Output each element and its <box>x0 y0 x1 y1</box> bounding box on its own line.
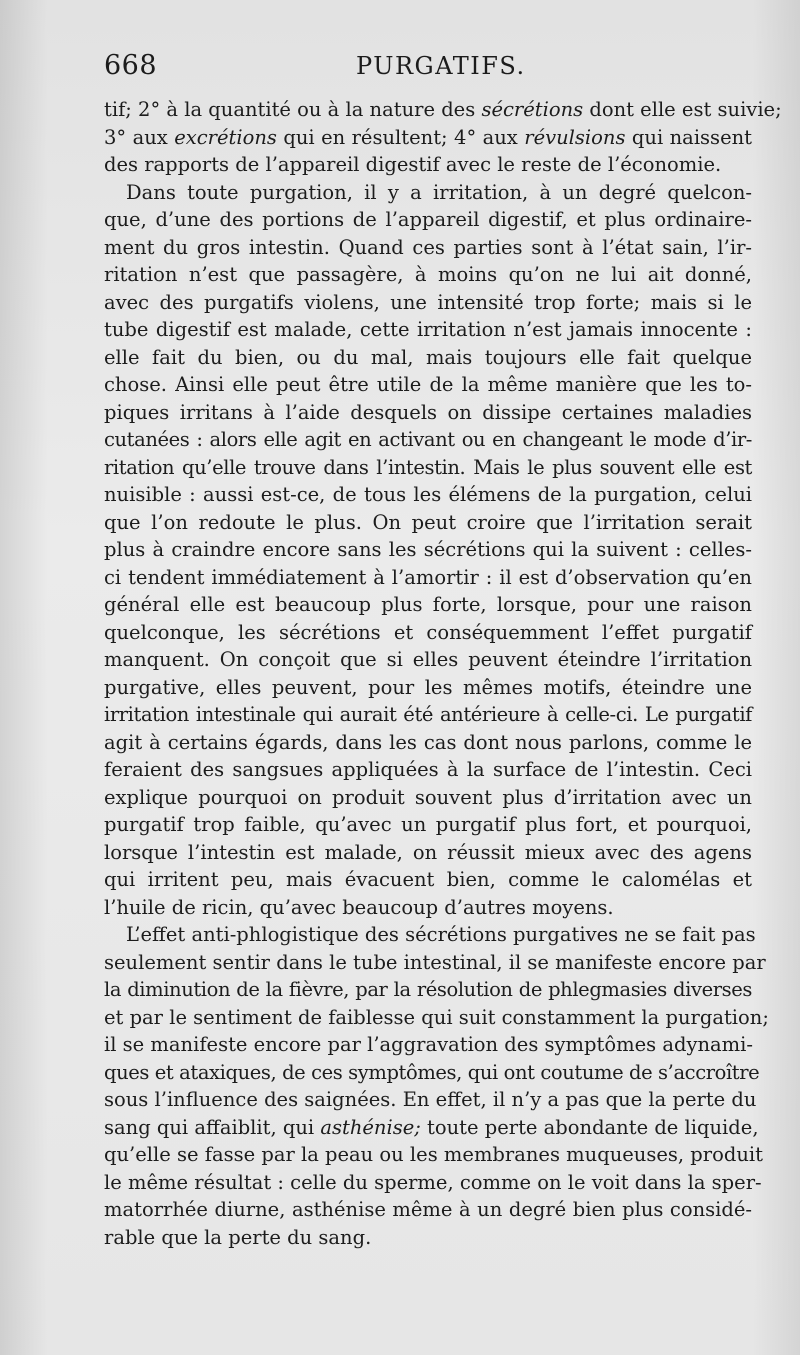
text-run: le même résultat : celle du sperme, comme on le voit dans la sper- <box>104 1170 762 1194</box>
text-line <box>104 1031 752 1059</box>
text-line <box>104 894 752 922</box>
text-line <box>104 344 752 372</box>
text-line <box>104 179 752 207</box>
text-line <box>104 619 752 647</box>
text-line <box>104 371 752 399</box>
italic-term: révulsions <box>524 125 626 149</box>
text-run: piques irritans à l’aide desquels on dissipe certaines maladies <box>104 400 752 424</box>
text-line <box>104 234 752 262</box>
text-run: ci tendent immédiatement à l’amortir : il est d’observation qu’en <box>104 565 752 589</box>
body-text <box>104 96 782 1251</box>
page-header <box>104 50 752 90</box>
text-line <box>104 1141 763 1169</box>
text-line <box>104 1086 757 1114</box>
text-run: qui irritent peu, mais évacuent bien, comme le calomélas et <box>104 868 752 891</box>
text-line <box>104 866 752 894</box>
text-run: sang qui affaiblit, qui <box>104 1115 321 1139</box>
text-run: plus à craindre encore sans les sécrétions qui la suivent : celles- <box>104 538 752 561</box>
text-line <box>104 316 752 344</box>
italic-term: asthénise; <box>320 1115 421 1139</box>
text-line <box>104 976 752 1004</box>
text-line <box>104 124 752 152</box>
text-line <box>104 811 752 839</box>
text-run: ritation n’est que passagère, à moins qu’on ne lui ait donné, <box>104 263 752 286</box>
text-line <box>104 426 752 454</box>
text-run: agit à certains égards, dans les cas dont nous parlons, comme le <box>104 730 752 754</box>
text-run: général elle est beaucoup plus forte, lorsque, pour une raison <box>104 593 752 616</box>
text-line <box>104 729 752 757</box>
text-run: quelconque, les sécrétions et conséquemment l’effet purgatif <box>104 620 752 644</box>
text-run: tif; 2° à la quantité ou à la nature des <box>104 98 482 121</box>
text-run: seulement sentir dans le tube intestinal, il se manifeste encore par <box>104 950 766 974</box>
italic-term: sécrétions <box>481 98 584 121</box>
text-run: toute perte abondante de liquide, <box>420 1115 759 1139</box>
text-run: que l’on redoute le plus. On peut croire que l’irritation serait <box>104 510 752 534</box>
text-run: 3° aux <box>104 125 175 149</box>
text-line <box>104 756 752 784</box>
text-run: explique pourquoi on produit souvent plus d’irritation avec un <box>104 785 752 809</box>
text-run: matorrhée diurne, asthénise même à un degré bien plus considé- <box>104 1198 752 1221</box>
text-line <box>104 206 752 234</box>
text-line <box>104 1224 752 1252</box>
text-line <box>104 96 782 124</box>
text-run: la diminution de la fièvre, par la résolution de phlegmasies diverses <box>104 978 752 1001</box>
text-run: qu’elle se fasse par la peau ou les membranes muqueuses, produit <box>104 1143 763 1166</box>
text-line <box>104 289 752 317</box>
text-line <box>104 784 752 812</box>
page-number: 668 <box>104 50 158 81</box>
text-run: que, d’une des portions de l’appareil digestif, et plus ordinaire- <box>104 208 752 231</box>
text-run: ritation qu’elle trouve dans l’intestin. Mais le plus souvent elle est <box>104 455 752 479</box>
text-line <box>104 1004 769 1032</box>
text-run: ques et ataxiques, de ces symptômes, qui ont coutume de s’accroître <box>104 1060 760 1084</box>
text-run: ment du gros intestin. Quand ces parties sont à l’état sain, l’ir- <box>104 235 752 259</box>
text-run: elle fait du bien, ou du mal, mais toujours elle fait quelque <box>104 345 752 369</box>
text-run: chose. Ainsi elle peut être utile de la même manière que les to- <box>104 373 752 396</box>
text-line <box>104 1169 762 1197</box>
text-line <box>104 399 752 427</box>
text-run: feraient des sangsues appliquées à la surface de l’intestin. Ceci <box>104 758 752 781</box>
text-run: Dans toute purgation, il y a irritation, à un degré quelcon- <box>126 180 752 204</box>
text-line <box>104 701 752 729</box>
text-run: il se manifeste encore par l’aggravation des symptômes adynami- <box>104 1033 753 1056</box>
text-run: lorsque l’intestin est malade, on réussit mieux avec des agens <box>104 840 752 864</box>
text-run: qui naissent <box>625 125 752 149</box>
text-run: des rapports de l’appareil digestif avec le reste de l’économie. <box>104 153 722 176</box>
text-run: manquent. On conçoit que si elles peuvent éteindre l’irritation <box>104 648 752 671</box>
text-line <box>104 1114 759 1142</box>
text-run: rable que la perte du sang. <box>104 1225 372 1249</box>
text-run: sous l’influence des saignées. En effet, il n’y a pas que la perte du <box>104 1088 757 1111</box>
text-line <box>104 839 752 867</box>
text-run: avec des purgatifs violens, une intensité trop forte; mais si le <box>104 290 752 314</box>
text-line <box>104 674 752 702</box>
text-line <box>104 261 752 289</box>
text-run: purgative, elles peuvent, pour les mêmes motifs, éteindre une <box>104 675 752 699</box>
text-line <box>104 591 752 619</box>
text-run: l’huile de ricin, qu’avec beaucoup d’autres moyens. <box>104 895 614 919</box>
text-run: qui en résultent; 4° aux <box>276 125 525 149</box>
italic-term: excrétions <box>174 125 277 149</box>
text-line <box>104 646 752 674</box>
running-title: PURGATIFS. <box>356 52 526 80</box>
text-line <box>104 151 752 179</box>
text-run: nuisible : aussi est-ce, de tous les élémens de la purgation, celui <box>104 483 752 506</box>
text-line <box>104 564 752 592</box>
text-run: irritation intestinale qui aurait été antérieure à celle-ci. Le purgatif <box>104 703 752 726</box>
text-line <box>104 921 756 949</box>
text-line <box>104 1059 760 1087</box>
text-run: tube digestif est malade, cette irritation n’est jamais innocente : <box>104 318 752 341</box>
text-run: L’effet anti-phlogistique des sécrétions purgatives ne se fait pas <box>126 923 756 946</box>
text-run: et par le sentiment de faiblesse qui suit constamment la purgation; <box>104 1005 769 1029</box>
text-line <box>104 509 752 537</box>
text-line <box>104 949 766 977</box>
text-run: cutanées : alors elle agit en activant ou en changeant le mode d’ir- <box>104 428 752 451</box>
text-line <box>104 481 752 509</box>
text-run: purgatif trop faible, qu’avec un purgatif plus fort, et pourquoi, <box>104 813 752 836</box>
text-line <box>104 454 752 482</box>
text-line <box>104 1196 752 1224</box>
text-line <box>104 536 752 564</box>
text-run: dont elle est suivie; <box>583 98 782 121</box>
